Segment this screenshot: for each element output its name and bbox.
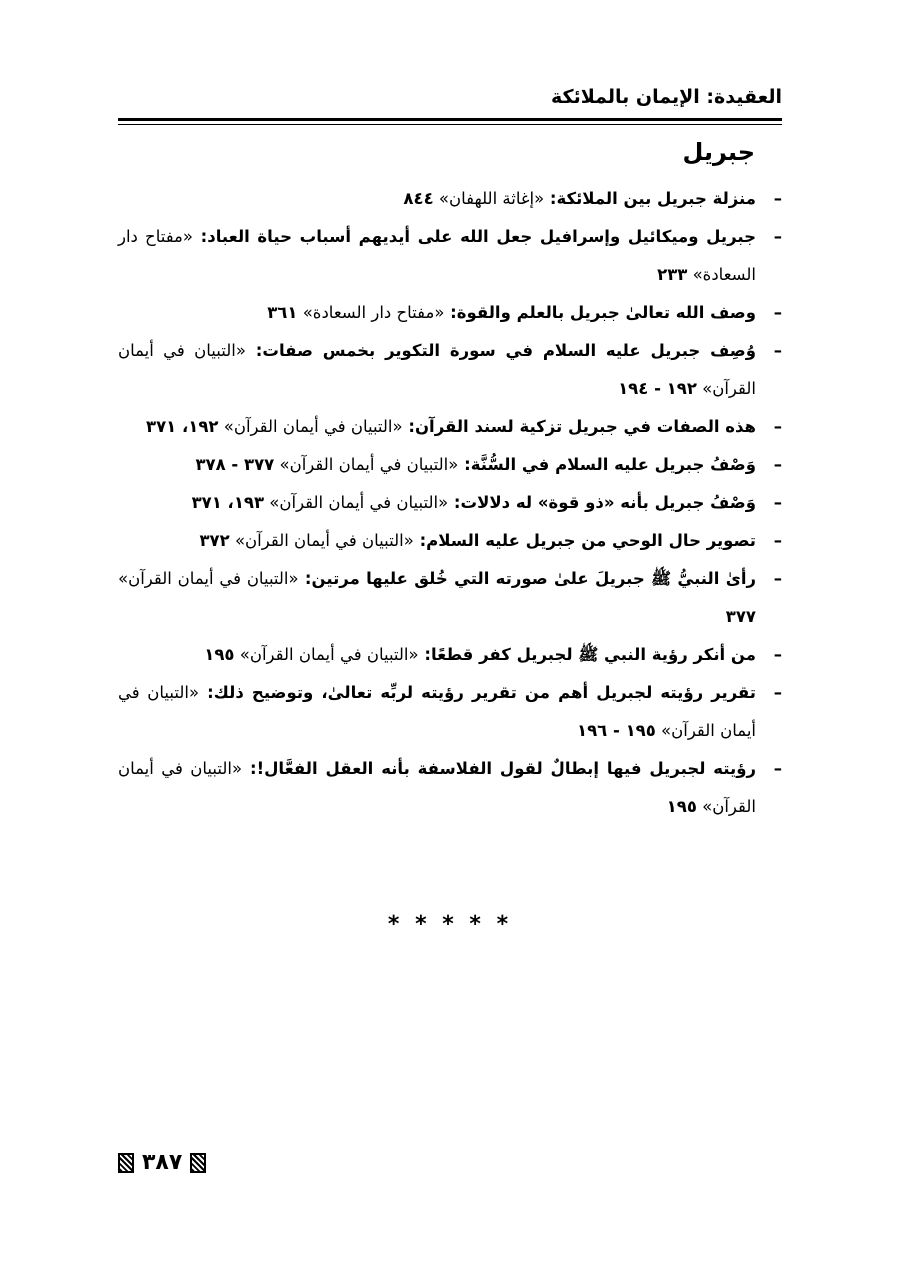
entry-source: «التبيان في أيمان القرآن» [264, 493, 449, 512]
entry-topic: منزلة جبريل بين الملائكة: [544, 189, 756, 208]
index-entry [118, 484, 782, 522]
index-entry [118, 446, 782, 484]
entry-dash: – [773, 189, 782, 208]
entry-topic: وصف الله تعالىٰ جبريل بالعلم والقوة: [444, 303, 756, 322]
entry-pages: ٣٧٧ [725, 607, 756, 626]
entry-topic: رأىٰ النبيُّ ﷺ جبريلَ علىٰ صورته التي خُلق عليها مرتين: [298, 569, 756, 588]
entry-dash: – [773, 531, 782, 550]
entry-source: «التبيان في أيمان القرآن» [234, 645, 419, 664]
entry-dash: – [773, 455, 782, 474]
entry-topic: جبريل وميكائيل وإسرافيل جعل الله على أيديهم أسباب حياة العباد: [192, 227, 756, 246]
header-rule-thick [118, 118, 782, 121]
section-title: جبريل [682, 138, 755, 166]
entry-source: «التبيان في أيمان القرآن» [274, 455, 459, 474]
index-entries [118, 180, 782, 826]
entry-dash: – [773, 569, 782, 588]
page-number: ٣٨٧ [142, 1150, 183, 1175]
entry-source: «التبيان في أيمان القرآن» [229, 531, 414, 550]
entry-dash: – [773, 341, 782, 360]
index-entry [118, 674, 782, 750]
entry-pages: ٢٣٣ [657, 265, 688, 284]
ornament-icon [190, 1153, 206, 1173]
entry-pages: ٣٦١ [267, 303, 298, 322]
entry-topic: تقرير رؤيته لجبريل أهم من تقرير رؤيته لربِّه تعالىٰ، وتوضيح ذلك: [199, 683, 756, 702]
index-entry [118, 750, 782, 826]
entry-dash: – [773, 227, 782, 246]
entry-source: «التبيان في أيمان القرآن» [118, 569, 299, 588]
entry-dash: – [773, 493, 782, 512]
entry-pages: ١٩٢، ٣٧١ [146, 417, 219, 436]
entry-topic: وَصْفُ جبريل عليه السلام في السُّنَّة: [458, 455, 756, 474]
index-entry [118, 180, 782, 218]
index-entry [118, 522, 782, 560]
entry-source: «التبيان في أيمان القرآن» [118, 341, 756, 398]
entry-dash: – [773, 645, 782, 664]
index-entry [118, 408, 782, 446]
entry-topic: تصوير حال الوحي من جبريل عليه السلام: [413, 531, 756, 550]
section-separator: * * * * * [387, 912, 513, 937]
entry-pages: ١٩٢ - ١٩٤ [618, 379, 697, 398]
entry-topic: وَصْفُ جبريل بأنه «ذو قوة» له دلالات: [448, 493, 756, 512]
entry-source: «التبيان في أيمان القرآن» [118, 759, 756, 816]
index-entry [118, 560, 782, 636]
entry-dash: – [773, 759, 782, 778]
entry-topic: وُصِف جبريل عليه السلام في سورة التكوير بخمس صفات: [245, 341, 756, 360]
index-entry [118, 636, 782, 674]
entry-dash: – [773, 417, 782, 436]
entry-dash: – [773, 683, 782, 702]
entry-pages: ٣٧٢ [199, 531, 230, 550]
ornament-icon [118, 1153, 134, 1173]
page-footer [118, 1150, 206, 1175]
entry-topic: هذه الصفات في جبريل تزكية لسند القرآن: [402, 417, 756, 436]
entry-topic: من أنكر رؤية النبي ﷺ لجبريل كفر قطعًا: [418, 645, 756, 664]
running-header: العقيدة: الإيمان بالملائكة [551, 86, 782, 108]
entry-pages: ٨٤٤ [403, 189, 434, 208]
index-entry [118, 332, 782, 408]
entry-pages: ١٩٥ - ١٩٦ [577, 721, 656, 740]
index-entry [118, 218, 782, 294]
entry-pages: ١٩٥ [666, 797, 697, 816]
entry-pages: ١٩٣، ٣٧١ [191, 493, 265, 512]
entry-source: «التبيان في أيمان القرآن» [118, 683, 756, 740]
entry-topic: رؤيته لجبريل فيها إبطالٌ لقول الفلاسفة بأنه العقل الفعَّال!: [242, 759, 756, 778]
header-rule-thin [118, 124, 782, 125]
entry-source: «مفتاح دار السعادة» [118, 227, 756, 284]
entry-source: «التبيان في أيمان القرآن» [218, 417, 403, 436]
entry-pages: ١٩٥ [204, 645, 235, 664]
entry-dash: – [773, 303, 782, 322]
entry-source: «إغاثة اللهفان» [433, 189, 545, 208]
index-entry [118, 294, 782, 332]
entry-pages: ٣٧٧ - ٣٧٨ [195, 455, 275, 474]
entry-source: «مفتاح دار السعادة» [297, 303, 445, 322]
